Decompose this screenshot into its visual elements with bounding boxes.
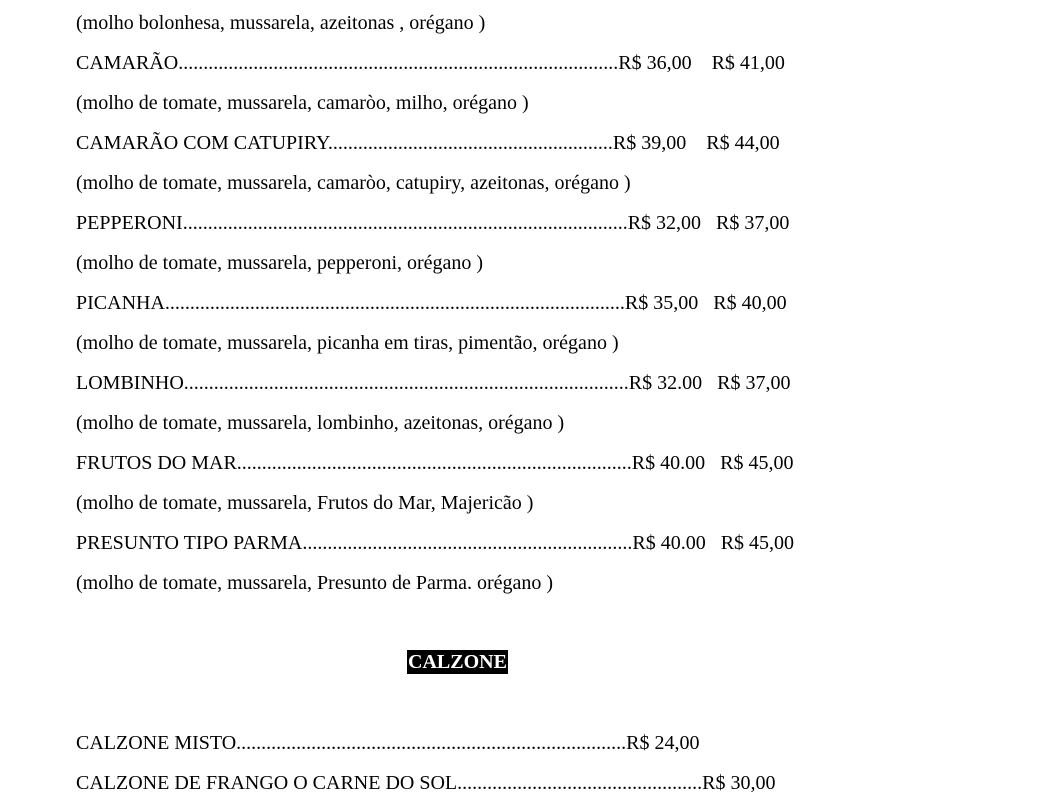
menu-item-camarao-catupiry: CAMARÃO COM CATUPIRY.........................................................R$ 39,00 R$ 44,00: [76, 132, 780, 154]
section-heading-calzone: CALZONE: [408, 651, 507, 673]
menu-item-frutos-do-mar: FRUTOS DO MAR...............................................................................R$ 40.00 R$ 45,00: [76, 452, 794, 474]
item-description: (molho de tomate, mussarela, picanha em tiras, pimentão, orégano ): [76, 332, 619, 354]
item-description: (molho de tomate, mussarela, pepperoni, orégano ): [76, 252, 484, 274]
item-description: (molho de tomate, mussarela, Frutos do Mar, Majericão ): [76, 492, 534, 514]
item-description: (molho bolonhesa, mussarela, azeitonas , orégano ): [76, 12, 486, 34]
item-description: (molho de tomate, mussarela, Presunto de Parma. orégano ): [76, 572, 554, 594]
menu-item-calzone-misto: CALZONE MISTO..............................................................................R$ 24,00: [76, 732, 700, 754]
menu-item-camarao: CAMARÃO........................................................................................R$ 36,00 R$ 41,00: [76, 52, 785, 74]
item-description: (molho de tomate, mussarela, camaròo, milho, orégano ): [76, 92, 529, 114]
item-description: (molho de tomate, mussarela, lombinho, azeitonas, orégano ): [76, 412, 565, 434]
item-description: (molho de tomate, mussarela, camaròo, catupiry, azeitonas, orégano ): [76, 172, 631, 194]
menu-item-calzone-frango-carne: CALZONE DE FRANGO O CARNE DO SOL.................................................R$ 30,00: [76, 772, 776, 794]
menu-item-lombinho: LOMBINHO.........................................................................................R$ 32.00 R$ 37,00: [76, 372, 791, 394]
menu-item-picanha: PICANHA............................................................................................R$ 35,00 R$ 40,00: [76, 292, 787, 314]
menu-item-presunto-parma: PRESUNTO TIPO PARMA..................................................................R$ 40.00 R$ 45,00: [76, 532, 795, 554]
menu-item-pepperoni: PEPPERONI.........................................................................................R$ 32,00 R$ 37,00: [76, 212, 790, 234]
